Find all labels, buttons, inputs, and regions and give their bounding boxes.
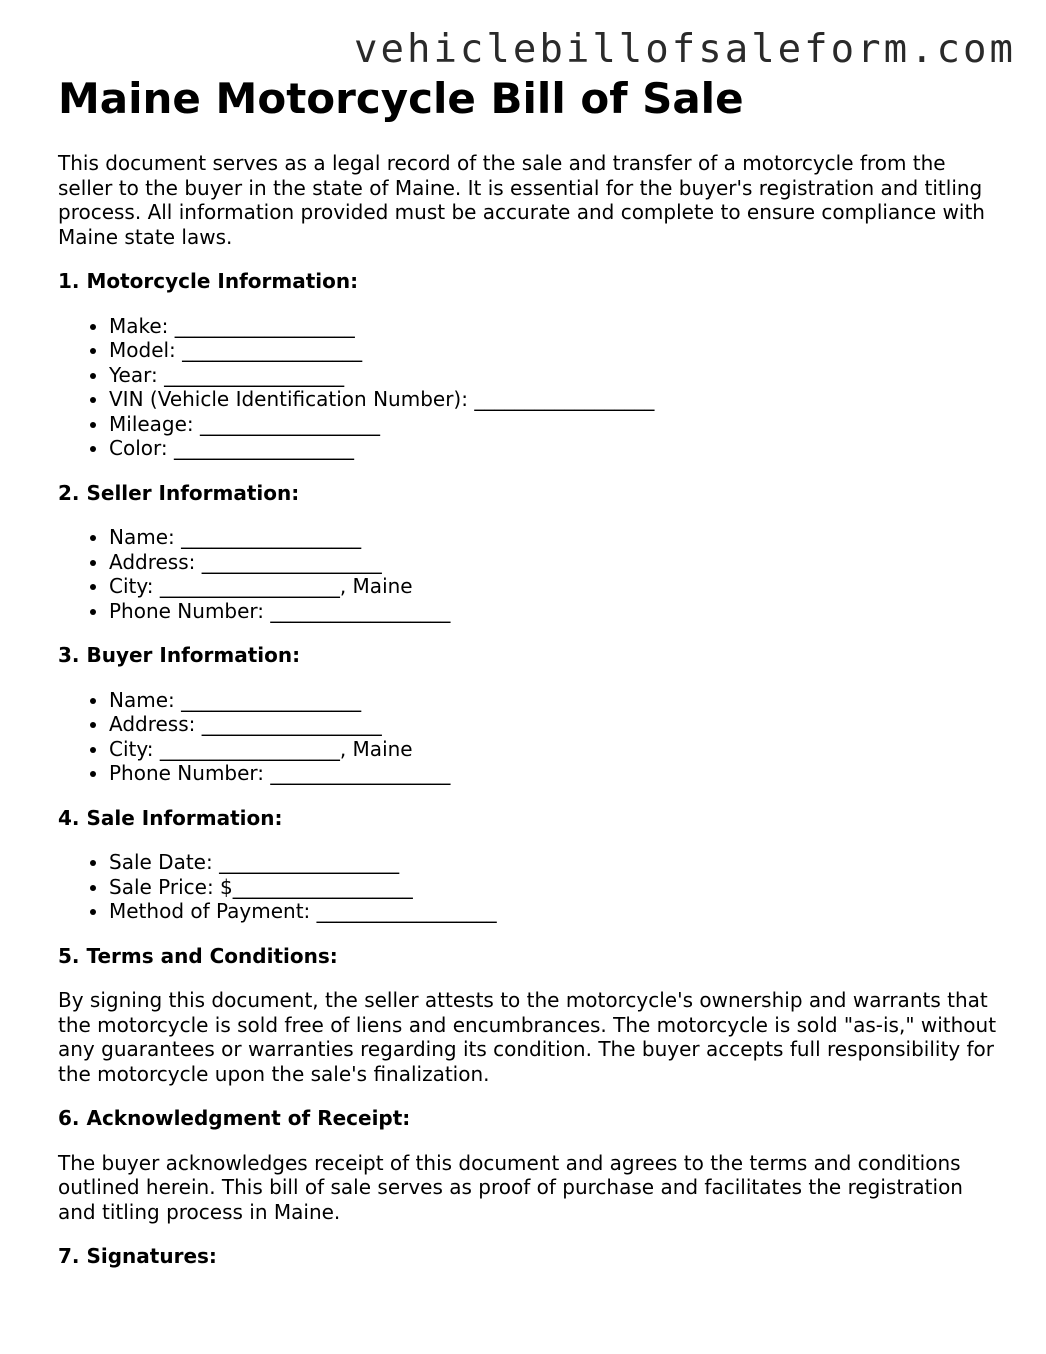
document-page xyxy=(58,75,998,1289)
page-title: Maine Motorcycle Bill of Sale xyxy=(58,74,744,123)
list-item-model: • Model: __________________ xyxy=(109,338,998,363)
section-heading-motorcycle: 1. Motorcycle Information: xyxy=(58,269,359,293)
list-item-buyer-name: • Name: __________________ xyxy=(109,688,998,713)
buyer-info-list xyxy=(58,688,998,786)
list-item-sale-price: • Sale Price: $__________________ xyxy=(109,875,998,900)
motorcycle-info-list xyxy=(58,314,998,461)
site-watermark: vehiclebillofsaleform.com xyxy=(354,27,1016,72)
list-item-payment-method: • Method of Payment: __________________ xyxy=(109,899,998,924)
intro-paragraph: This document serves as a legal record of the sale and transfer of a motorcycle from the seller to the buyer in the state of Maine. It is essential for the buyer's registration and titling process. All information provided must be accurate and complete to ensure compliance with Maine state laws. xyxy=(58,151,985,249)
list-item-mileage: • Mileage: __________________ xyxy=(109,412,998,437)
list-item-buyer-phone: • Phone Number: __________________ xyxy=(109,761,998,786)
section-heading-seller: 2. Seller Information: xyxy=(58,480,300,505)
section-heading-signatures: 7. Signatures: xyxy=(58,1244,217,1268)
list-item-color: • Color: __________________ xyxy=(109,436,998,461)
section-heading-terms: 5. Terms and Conditions: xyxy=(58,943,338,968)
section-heading-acknowledgment: 6. Acknowledgment of Receipt: xyxy=(58,1106,411,1130)
list-item-make: • Make: __________________ xyxy=(109,314,998,339)
sale-info-list xyxy=(58,850,998,924)
acknowledgment-paragraph: The buyer acknowledges receipt of this document and agrees to the terms and conditions outlined herein. This bill of sale serves as proof of purchase and facilitates the registration and titling process in Maine. xyxy=(58,1150,963,1224)
list-item-sale-date: • Sale Date: __________________ xyxy=(109,850,998,875)
list-item-seller-address: • Address: __________________ xyxy=(109,550,998,575)
list-item-seller-city: • City: __________________, Maine xyxy=(109,574,998,599)
list-item-seller-name: • Name: __________________ xyxy=(109,525,998,550)
list-item-buyer-address: • Address: __________________ xyxy=(109,712,998,737)
section-heading-buyer: 3. Buyer Information: xyxy=(58,643,301,667)
seller-info-list xyxy=(58,525,998,623)
terms-paragraph: By signing this document, the seller attests to the motorcycle's ownership and warrants that the motorcycle is sold free of liens and encumbrances. The motorcycle is sold "as-is," without any guarantees or warranties regarding its condition. The buyer accepts full responsibility for the motorcycle upon the sale's finalization. xyxy=(58,988,997,1086)
list-item-buyer-city: • City: __________________, Maine xyxy=(109,737,998,762)
list-item-seller-phone: • Phone Number: __________________ xyxy=(109,599,998,624)
list-item-year: • Year: __________________ xyxy=(109,363,998,388)
list-item-vin: • VIN (Vehicle Identification Number): __________________ xyxy=(109,387,998,412)
section-heading-sale: 4. Sale Information: xyxy=(58,805,283,830)
